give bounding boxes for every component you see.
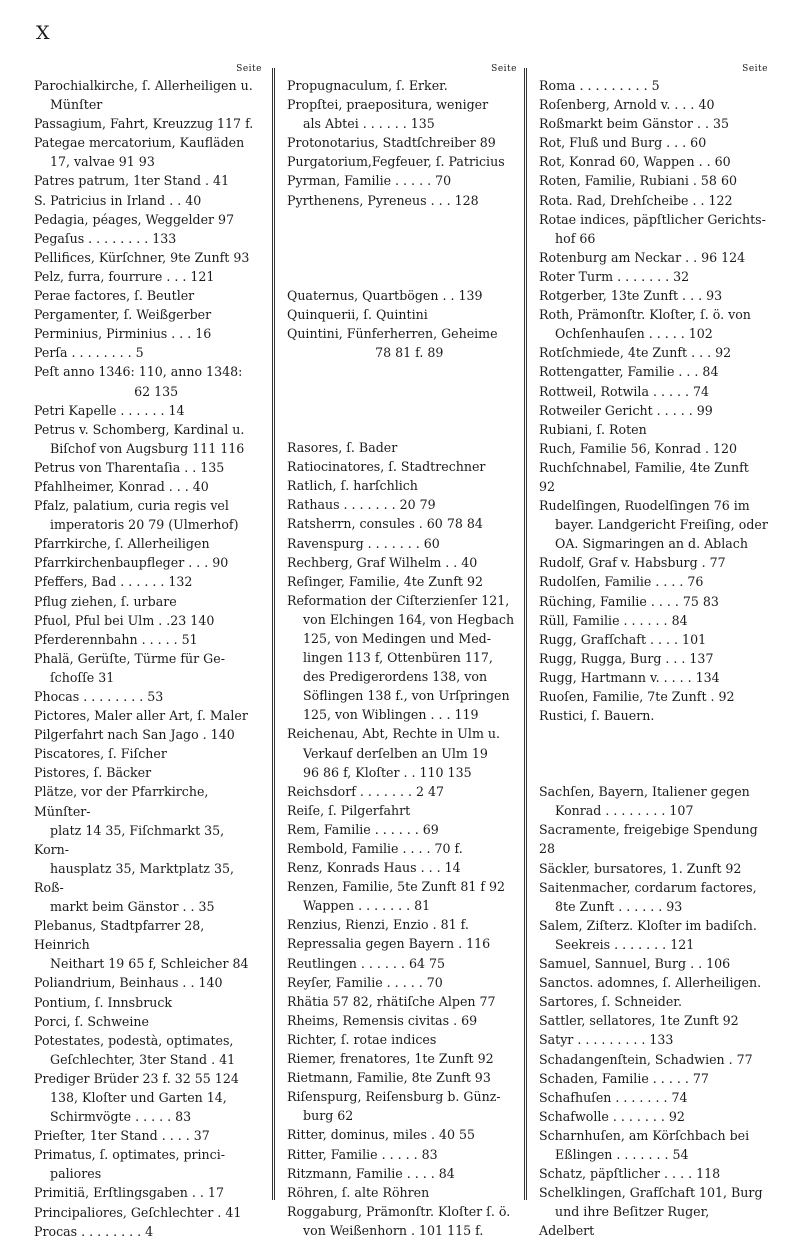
letter-section-gap — [287, 362, 517, 438]
index-entry: Repressalia gegen Bayern . 116 — [287, 936, 491, 952]
index-entry: Rugg, Hartmann v. . . . . 134 — [539, 669, 720, 685]
index-entry: Pistores, ſ. Bäcker — [34, 765, 152, 781]
index-entry: Pergamenter, ſ. Weißgerber — [34, 307, 212, 323]
letter-section-gap — [287, 210, 517, 286]
index-entry: Petri Kapelle . . . . . . 14 — [34, 402, 185, 418]
index-entry: Pilgerfahrt nach San Jago . 140 — [34, 727, 235, 743]
index-entry: Pelz, furra, fourrure . . . 121 — [34, 268, 215, 284]
index-column-1 — [34, 62, 262, 1241]
index-entry: Rottweil, Rotwila . . . . . 74 — [539, 383, 710, 399]
index-entry: Prediger Brüder 23 f. 32 55 124 138, Kloſter und Garten 14, Schirmvögte . . . . . 83 — [34, 1070, 239, 1125]
index-entry: Pyrthenens, Pyreneus . . . 128 — [287, 192, 479, 208]
index-entry: Ratiocinatores, ſ. Stadtrechner — [287, 459, 486, 475]
index-entry: Piscatores, ſ. Fiſcher — [34, 746, 167, 762]
index-entry: Rugg, Grafſchaft . . . . 101 — [539, 631, 707, 647]
index-entry: Rotweiler Gericht . . . . . 99 — [539, 402, 713, 418]
index-entry: Rotenburg am Neckar . . 96 124 — [539, 249, 746, 265]
index-entry: Roth, Prämonſtr. Kloſter, ſ. ö. von Ochſenhauſen . . . . . 102 — [539, 307, 751, 342]
index-entry: Reiſe, ſ. Pilgerfahrt — [287, 802, 411, 818]
index-entry: Roma . . . . . . . . . 5 — [539, 78, 660, 93]
index-entry: Rhätia 57 82, rhätiſche Alpen 77 — [287, 993, 496, 1009]
index-entry: Pfarrkirchenbaupfleger . . . 90 — [34, 555, 229, 571]
index-entry: Renz, Konrads Haus . . . 14 — [287, 860, 461, 876]
index-entry: Pfahlheimer, Konrad . . . 40 — [34, 478, 209, 494]
column-heading: Seite — [742, 64, 768, 74]
index-entry: Sacramente, freigebige Spendung 28 — [539, 822, 762, 857]
page-number: X — [36, 22, 50, 44]
index-entry: Reformation der Ciſterzienſer 121, von Elchingen 164, von Hegbach 125, von Medingen und Med- lingen 113 f, Ottenbüren 117, des Predigerordens 138, von Söflingen 138 f., von Urſpringen 125, von Wiblingen . . . 119 — [287, 592, 515, 723]
index-entry: Schafhuſen . . . . . . . 74 — [539, 1089, 688, 1105]
index-entry: Pedagia, péages, Weggelder 97 — [34, 211, 235, 227]
index-entry: Phalä, Gerüſte, Türme für Ge- ſchoſſe 31 — [34, 650, 225, 685]
index-entry: Quaternus, Quartbögen . . 139 — [287, 287, 483, 303]
index-entry: Procas . . . . . . . . 4 — [34, 1223, 154, 1239]
index-entry: Sattler, sellatores, 1te Zunft 92 — [539, 1013, 739, 1029]
index-entry: Rottengatter, Familie . . . 84 — [539, 364, 719, 380]
index-entry: Ritzmann, Familie . . . . 84 — [287, 1165, 455, 1181]
index-entry: Poliandrium, Beinhaus . . 140 — [34, 975, 223, 991]
index-entry: Salem, Ziſterz. Kloſter im badiſch. Seekreis . . . . . . . 121 — [539, 917, 757, 952]
index-entry: Petrus v. Schomberg, Kardinal u. Biſchof von Augsburg 111 116 — [34, 421, 245, 456]
index-entry: Sachſen, Bayern, Italiener gegen Konrad . . . . . . . . 107 — [539, 784, 750, 819]
index-entry: Rot, Fluß und Burg . . . 60 — [539, 135, 707, 151]
index-entry: Rustici, ſ. Bauern. — [539, 708, 655, 724]
index-entry: Pyrman, Familie . . . . . 70 — [287, 173, 452, 189]
column-body — [34, 76, 262, 1241]
index-entry: Reichenau, Abt, Rechte in Ulm u. Verkauf derſelben an Ulm 19 96 86 f, Kloſter . . 110 135 — [287, 726, 500, 780]
index-column-2 — [287, 62, 517, 1240]
index-entry: Riſenspurg, Reiſensburg b. Günz- burg 62 — [287, 1089, 501, 1124]
index-entry: Roßmarkt beim Gänstor . . 35 — [539, 116, 729, 132]
index-entry: Porci, ſ. Schweine — [34, 1013, 149, 1029]
index-entry: Petrus von Tharentaſia . . 135 — [34, 459, 225, 475]
index-entry: Quinquerii, ſ. Quintini — [287, 306, 428, 322]
index-entry: Perſa . . . . . . . . 5 — [34, 345, 144, 361]
index-entry: Rietmann, Familie, 8te Zunft 93 — [287, 1070, 491, 1086]
index-entry: Perae factores, ſ. Beutler — [34, 288, 195, 304]
index-entry: Roter Turm . . . . . . . 32 — [539, 268, 690, 284]
index-entry: Rasores, ſ. Bader — [287, 440, 398, 456]
index-entry: Pferderennbahn . . . . . 51 — [34, 631, 198, 647]
index-entry: Samuel, Sannuel, Burg . . 106 — [539, 956, 731, 972]
index-entry: Schadangenſtein, Schadwien . 77 — [539, 1051, 753, 1067]
index-entry: Schelklingen, Grafſchaft 101, Burg und ihre Beſitzer Ruger, Adelbert — [539, 1185, 763, 1239]
index-entry: Ratsherrn, consules . 60 78 84 — [287, 516, 483, 532]
index-entry: Rechberg, Graf Wilhelm . . 40 — [287, 554, 478, 570]
index-entry: Primitiä, Erſtlingsgaben . . 17 — [34, 1185, 224, 1201]
column-body — [539, 76, 768, 1240]
index-entry: Protonotarius, Stadtſchreiber 89 — [287, 135, 496, 151]
index-entry: Purgatorium,Fegfeuer, ſ. Patricius — [287, 154, 505, 170]
index-entry: Roggaburg, Prämonſtr. Kloſter ſ. ö. von Weißenhorn . 101 115 f. — [287, 1203, 511, 1238]
index-entry: Rudolf, Graf v. Habsburg . 77 — [539, 555, 726, 571]
index-entry: Schaden, Familie . . . . . 77 — [539, 1070, 709, 1086]
index-entry: Ruch, Familie 56, Konrad . 120 — [539, 440, 738, 456]
column-heading: Seite — [491, 64, 517, 74]
index-entry: Potestates, podestà, optimates, Geſchlechter, 3ter Stand . 41 — [34, 1032, 236, 1067]
index-entry: Rubiani, ſ. Roten — [539, 421, 647, 437]
index-entry: Pontium, ſ. Innsbruck — [34, 994, 173, 1010]
index-entry: Perminius, Pirminius . . . 16 — [34, 326, 212, 342]
index-entry: Propſtei, praepositura, weniger als Abtei . . . . . . 135 — [287, 97, 489, 132]
index-entry: Rotae indices, päpſtlicher Gerichts- hof 66 — [539, 211, 766, 246]
index-entry: Rembold, Familie . . . . 70 f. — [287, 841, 463, 856]
index-entry: Prieſter, 1ter Stand . . . . 37 — [34, 1128, 210, 1144]
index-entry: Reutlingen . . . . . . 64 75 — [287, 955, 445, 971]
index-entry: Pfuol, Pful bei Ulm . .23 140 — [34, 612, 215, 628]
index-entry: Ratlich, ſ. harſchlich — [287, 478, 418, 494]
index-entry: Rot, Konrad 60, Wappen . . 60 — [539, 154, 731, 170]
index-entry: Peſt anno 1346: 110, anno 1348: 62 135 — [34, 364, 243, 399]
index-entry: Scharnhuſen, am Körſchbach bei Eßlingen . . . . . . . 54 — [539, 1127, 750, 1162]
index-entry: Rüll, Familie . . . . . . 84 — [539, 612, 688, 628]
index-entry: Rem, Familie . . . . . . 69 — [287, 821, 439, 837]
index-entry: Schatz, päpſtlicher . . . . 118 — [539, 1166, 721, 1182]
index-entry: Riemer, frenatores, 1te Zunft 92 — [287, 1051, 494, 1067]
index-entry: Pflug ziehen, ſ. urbare — [34, 593, 177, 609]
index-column-3 — [539, 62, 768, 1240]
index-entry: Plebanus, Stadtpfarrer 28, Heinrich Neithart 19 65 f, Schleicher 84 — [34, 918, 249, 972]
index-entry: Rheims, Remensis civitas . 69 — [287, 1012, 478, 1028]
column-body — [287, 76, 517, 1240]
index-entry: S. Patricius in Irland . . 40 — [34, 192, 202, 208]
index-entry: Pfalz, palatium, curia regis vel imperatoris 20 79 (Ulmerhof) — [34, 498, 239, 533]
letter-section-gap — [539, 725, 768, 782]
index-entry: Pictores, Maler aller Art, ſ. Maler — [34, 708, 248, 724]
index-entry: Renzius, Rienzi, Enzio . 81 f. — [287, 917, 469, 933]
column-divider — [524, 68, 527, 1200]
index-entry: Renzen, Familie, 5te Zunft 81 f 92 Wappen . . . . . . . 81 — [287, 879, 506, 914]
index-entry: Parochialkirche, ſ. Allerheiligen u. Münſter — [34, 78, 253, 113]
index-entry: Sartores, ſ. Schneider. — [539, 994, 682, 1010]
index-entry: Säckler, bursatores, 1. Zunft 92 — [539, 860, 742, 876]
index-entry: Principaliores, Geſchlechter . 41 — [34, 1204, 242, 1220]
index-entry: Rathaus . . . . . . . 20 79 — [287, 497, 436, 513]
index-entry: Richter, ſ. rotae indices — [287, 1031, 437, 1047]
index-entry: Passagium, Fahrt, Kreuzzug 117 f. — [34, 116, 254, 132]
column-divider — [272, 68, 275, 1200]
index-entry: Rugg, Rugga, Burg . . . 137 — [539, 650, 714, 666]
index-entry: Sanctos. adomnes, ſ. Allerheiligen. — [539, 975, 762, 991]
column-heading: Seite — [236, 64, 262, 74]
index-entry: Ruchſchnabel, Familie, 4te Zunft 92 — [539, 459, 753, 494]
index-entry: Roten, Familie, Rubiani . 58 60 — [539, 173, 737, 189]
index-entry: Ravenspurg . . . . . . . 60 — [287, 535, 440, 551]
index-entry: Reichsdorf . . . . . . . 2 47 — [287, 783, 445, 799]
index-entry: Phocas . . . . . . . . 53 — [34, 689, 164, 704]
index-entry: Pfarrkirche, ſ. Allerheiligen — [34, 536, 210, 552]
index-entry: Rota. Rad, Drehſcheibe . . 122 — [539, 192, 733, 208]
index-entry: Quintini, Fünferherren, Geheime 78 81 f. 89 — [287, 325, 498, 360]
index-entry: Ruoſen, Familie, 7te Zunft . 92 — [539, 689, 735, 704]
index-entry: Röhren, ſ. alte Röhren — [287, 1184, 430, 1200]
index-entry: Rotgerber, 13te Zunft . . . 93 — [539, 288, 723, 304]
index-entry: Schafwolle . . . . . . . 92 — [539, 1108, 685, 1124]
index-entry: Saitenmacher, cordarum factores, 8te Zunft . . . . . . 93 — [539, 879, 757, 914]
index-entry: Plätze, vor der Pfarrkirche, Münſter- platz 14 35, Fiſchmarkt 35, Korn- hausplatz 35, Marktplatz 35, Roß- markt beim Gänstor . . 35 — [34, 784, 234, 915]
index-entry: Ritter, dominus, miles . 40 55 — [287, 1127, 476, 1143]
index-entry: Rudolſen, Familie . . . . 76 — [539, 574, 704, 590]
index-entry: Pellifices, Kürſchner, 9te Zunft 93 — [34, 249, 250, 265]
index-entry: Pegaſus . . . . . . . . 133 — [34, 230, 177, 246]
index-entry: Rüching, Familie . . . . 75 83 — [539, 593, 719, 609]
index-entry: Pfeffers, Bad . . . . . . 132 — [34, 574, 193, 590]
index-entry: Propugnaculum, ſ. Erker. — [287, 78, 448, 93]
index-entry: Rotſchmiede, 4te Zunft . . . 92 — [539, 345, 732, 361]
index-entry: Satyr . . . . . . . . . 133 — [539, 1032, 674, 1048]
index-entry: Ritter, Familie . . . . . 83 — [287, 1146, 438, 1162]
index-entry: Patres patrum, 1ter Stand . 41 — [34, 173, 230, 189]
index-entry: Primatus, ſ. optimates, princi- paliores — [34, 1147, 226, 1182]
index-entry: Rudelſingen, Ruodelſingen 76 im bayer. Landgericht Freiſing, oder OA. Sigmaringen an d. Ablach — [539, 498, 768, 552]
index-entry: Roſenberg, Arnold v. . . . 40 — [539, 97, 715, 113]
index-entry: Reſinger, Familie, 4te Zunft 92 — [287, 573, 484, 589]
index-entry: Reyſer, Familie . . . . . 70 — [287, 974, 443, 990]
index-entry: Pategae mercatorium, Kaufläden 17, valvae 91 93 — [34, 135, 245, 170]
